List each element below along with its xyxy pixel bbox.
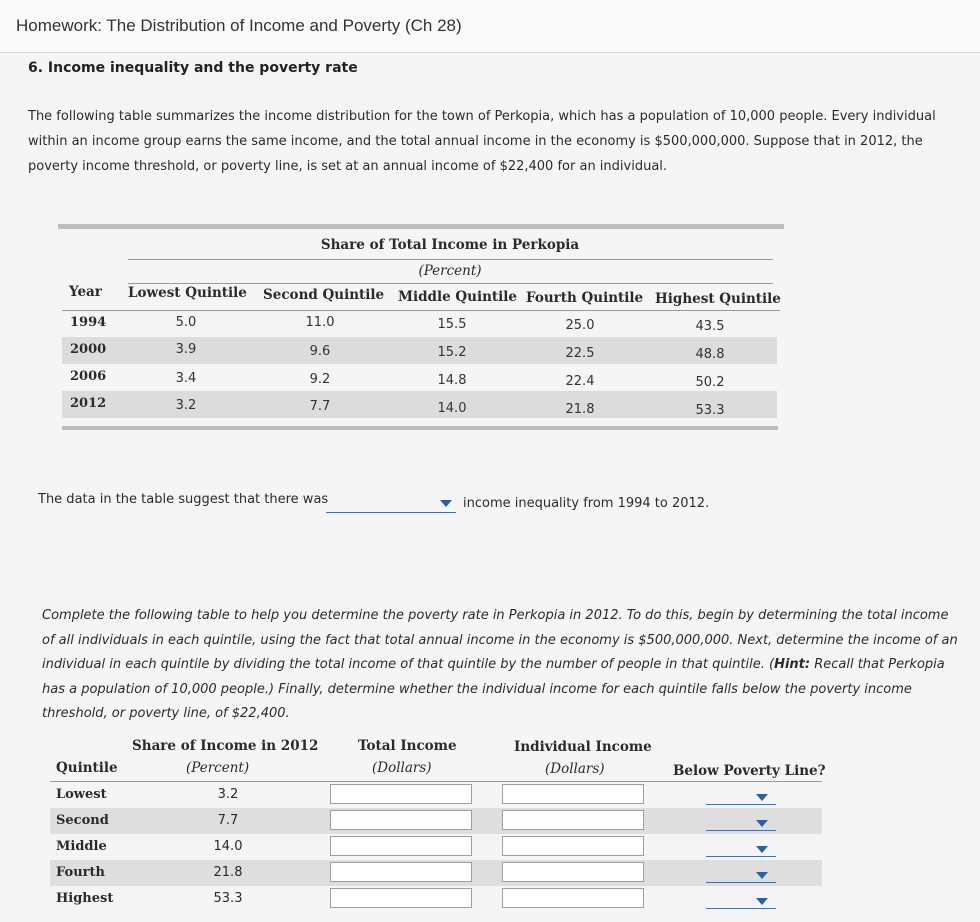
table1-cell: 5.0: [175, 315, 197, 330]
dropdown-underline: [706, 856, 776, 857]
table2-share: 53.3: [213, 891, 243, 906]
table1-cell: 21.8: [565, 402, 595, 417]
below-poverty-dropdown[interactable]: [706, 784, 776, 806]
chevron-down-icon: [756, 820, 768, 827]
below-poverty-dropdown[interactable]: [706, 862, 776, 884]
chevron-down-icon: [756, 846, 768, 853]
instructions-text: [42, 604, 962, 727]
total-income-input[interactable]: [330, 862, 472, 882]
total-income-input[interactable]: [330, 810, 472, 830]
table1-cell: 3.2: [175, 398, 197, 413]
table1-caption-rule: [128, 259, 773, 260]
table1-header-middle: Middle Quintile: [398, 289, 517, 305]
chevron-down-icon: [756, 794, 768, 801]
table1-header-highest: Highest Quintile: [655, 291, 781, 307]
dropdown-underline: [326, 512, 456, 513]
question-intro: The following table summarizes the income distribution for the town of Perkopia, which has a population of 10,000 people. Every individual within an income group earns the same income, and the total annual income in the economy is $500,000,000. Suppose that in 2012, the poverty income threshold, or poverty line, is set at an annual income of $22,400 for an individual.: [28, 109, 936, 174]
dropdown-underline: [706, 830, 776, 831]
inequality-dropdown[interactable]: [326, 494, 456, 514]
table2-header-share: Share of Income in 2012: [132, 738, 319, 754]
table1-cell: 3.9: [175, 342, 197, 357]
below-poverty-dropdown[interactable]: [706, 836, 776, 858]
total-income-input[interactable]: [330, 888, 472, 908]
chevron-down-icon: [440, 500, 452, 507]
table2-quintile: Fourth: [56, 865, 105, 880]
table2-header-individual: Individual Income: [514, 739, 652, 755]
table2-header-below: Below Poverty Line?: [673, 763, 826, 779]
table1-cell: 9.6: [309, 344, 331, 359]
table2-row: [50, 782, 822, 808]
below-poverty-dropdown[interactable]: [706, 810, 776, 832]
table2-header-share-unit: (Percent): [186, 760, 250, 776]
table1-cell: 22.5: [565, 346, 595, 361]
table1-cell: 43.5: [695, 319, 725, 334]
table2-row: [50, 834, 822, 860]
chevron-down-icon: [756, 898, 768, 905]
table1-cell: 25.0: [565, 318, 595, 333]
table1-subcaption: (Percent): [418, 263, 482, 279]
inequality-sentence-after: income inequality from 1994 to 2012.: [463, 496, 710, 511]
table1-row: [62, 310, 777, 337]
table1-row: [62, 391, 777, 418]
table1-cell: 14.8: [437, 373, 467, 388]
table1-caption: Share of Total Income in Perkopia: [320, 237, 580, 253]
table1-header-fourth: Fourth Quintile: [526, 290, 644, 306]
table1-year: 2006: [70, 369, 107, 384]
individual-income-input[interactable]: [502, 810, 644, 830]
dropdown-underline: [706, 882, 776, 883]
table1-cell: 9.2: [309, 372, 331, 387]
table1-cell: 53.3: [695, 403, 725, 418]
table1-cell: 3.4: [175, 371, 197, 386]
table1-header-lowest: Lowest Quintile: [128, 285, 247, 301]
table1-header-second: Second Quintile: [263, 287, 385, 303]
table1-year: 2000: [70, 342, 107, 357]
table2-quintile: Middle: [56, 839, 107, 854]
table1-cell: 48.8: [695, 347, 725, 362]
table1-cell: 15.2: [437, 345, 467, 360]
table2-header-quintile: Quintile: [56, 760, 118, 776]
below-poverty-dropdown[interactable]: [706, 888, 776, 910]
chevron-down-icon: [756, 872, 768, 879]
total-income-input[interactable]: [330, 836, 472, 856]
table2-share: 7.7: [217, 813, 239, 828]
homework-header: [0, 0, 980, 53]
table1-bottom-rule: [62, 426, 778, 430]
inequality-sentence-before: The data in the table suggest that there was: [38, 492, 329, 507]
table2-row: [50, 808, 822, 834]
table1-year: 2012: [70, 396, 107, 411]
table2-quintile: Second: [56, 813, 109, 828]
table1-cell: 50.2: [695, 375, 725, 390]
table1-subcaption-rule: [128, 283, 773, 284]
table2-quintile: Lowest: [56, 787, 107, 802]
table1-year: 1994: [70, 315, 107, 330]
homework-title: Homework: The Distribution of Income and Poverty (Ch 28): [16, 16, 462, 35]
table2-share: 14.0: [213, 839, 243, 854]
table1-cell: 15.5: [437, 317, 467, 332]
table1-header-year: Year: [69, 284, 102, 300]
table2-row: [50, 886, 822, 912]
instructions-part-2: Recall that Perkopia has a population of 10,000 people.) Finally, determine whether the individual income for each quintile falls below the poverty income threshold, or poverty line, of $22,400.: [42, 657, 945, 721]
table1-row: [62, 337, 777, 364]
individual-income-input[interactable]: [502, 784, 644, 804]
table2-row: [50, 860, 822, 886]
table1-cell: 7.7: [309, 399, 331, 414]
dropdown-underline: [706, 804, 776, 805]
individual-income-input[interactable]: [502, 836, 644, 856]
table2-header-total: Total Income: [358, 738, 457, 754]
table1-top-rule: [58, 224, 784, 229]
individual-income-input[interactable]: [502, 862, 644, 882]
table2-header-total-unit: (Dollars): [372, 760, 432, 776]
table1-row: [62, 364, 777, 391]
table2-share: 3.2: [217, 787, 239, 802]
table1-cell: 22.4: [565, 374, 595, 389]
table2-header-individual-unit: (Dollars): [545, 761, 605, 777]
table2-share: 21.8: [213, 865, 243, 880]
hint-label: Hint:: [774, 657, 811, 672]
dropdown-underline: [706, 908, 776, 909]
individual-income-input[interactable]: [502, 888, 644, 908]
table1-cell: 11.0: [305, 315, 335, 330]
total-income-input[interactable]: [330, 784, 472, 804]
table2-quintile: Highest: [56, 891, 114, 906]
question-title: 6. Income inequality and the poverty rate: [28, 60, 358, 76]
table1-cell: 14.0: [437, 401, 467, 416]
instructions-part-1: Complete the following table to help you determine the poverty rate in Perkopia in 2012. To do this, begin by determining the total income of all individuals in each quintile, using the fact that total annual income in the economy is $500,000,000. Next, determine the income of an individual in each quintile by dividing the total income of that quintile by the number of people in that quintile. (: [42, 608, 958, 672]
